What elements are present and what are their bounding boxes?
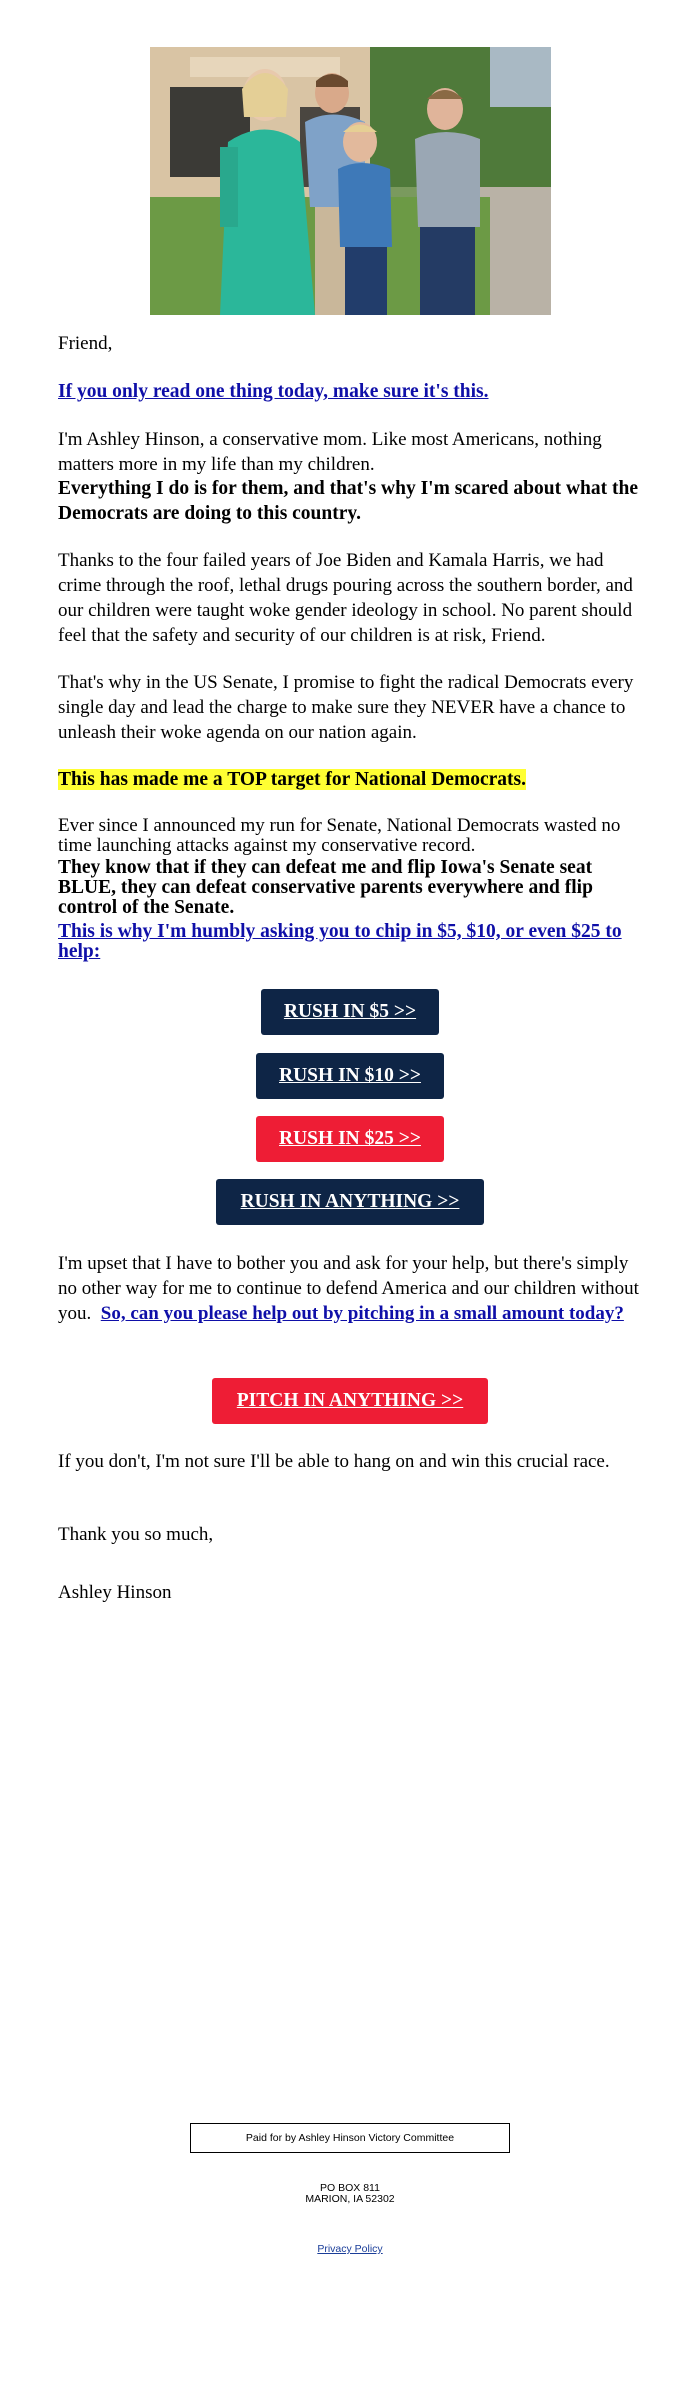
privacy-footer	[0, 2243, 700, 2255]
pitch-in-anything-button[interactable]: PITCH IN ANYTHING >>	[212, 1378, 488, 1424]
paragraph-crime: Thanks to the four failed years of Joe Biden and Kamala Harris, we had crime through the roof, lethal drugs pouring across the southern border, and our children were taught woke gender ideology in school. No parent should feel that the safety and security of our children is at risk, Friend.	[58, 550, 633, 646]
city-zip: MARION, IA 52302	[305, 2193, 395, 2205]
paragraph-attacks: Ever since I announced my run for Senate, National Democrats wasted no time launching attacks against my conservative record.	[58, 815, 621, 856]
paragraph-upset-text: I'm upset that I have to bother you and ask for your help, but there's simply no other way for me to continue to defend America and our children without you.	[58, 1253, 639, 1324]
paid-for-text: Paid for by Ashley Hinson Victory Committee	[245, 2132, 455, 2144]
rush-in-25-button[interactable]: RUSH IN $25 >>	[256, 1116, 444, 1162]
family-photo	[150, 47, 551, 315]
paragraph-upset	[58, 1251, 642, 1326]
intro-text: I'm Ashley Hinson, a conservative mom. Like most Americans, nothing matters more in my life than my children.	[58, 429, 602, 475]
closing: Thank you so much,	[58, 1524, 214, 1545]
rush-in-5-button[interactable]: RUSH IN $5 >>	[261, 989, 439, 1035]
intro-bold-text: Everything I do is for them, and that's why I'm scared about what the Democrats are doing to this country.	[58, 478, 638, 524]
family-photo-icon	[150, 47, 551, 315]
rush-in-anything-button[interactable]: RUSH IN ANYTHING >>	[216, 1179, 484, 1225]
rush-in-10-button[interactable]: RUSH IN $10 >>	[256, 1053, 444, 1099]
highlight-span: This has made me a TOP target for National Democrats.	[58, 769, 526, 790]
highlight-text	[58, 769, 526, 791]
paid-for-disclaimer	[190, 2123, 510, 2153]
pitch-in-link[interactable]: So, can you please help out by pitching in a small amount today?	[100, 1303, 624, 1324]
signature: Ashley Hinson	[58, 1582, 172, 1603]
salutation: Friend,	[58, 333, 113, 354]
paragraph-senate-promise: That's why in the US Senate, I promise to fight the radical Democrats every single day and lead the charge to make sure they NEVER have a chance to unleash their woke agenda on our nation again.	[58, 672, 634, 743]
privacy-policy-link[interactable]: Privacy Policy	[317, 2243, 383, 2255]
po-box: PO BOX 811	[320, 2182, 380, 2194]
ask-link[interactable]: This is why I'm humbly asking you to chip in $5, $10, or even $25 to help:	[58, 921, 622, 962]
paragraph-race: If you don't, I'm not sure I'll be able to hang on and win this crucial race.	[58, 1451, 610, 1472]
paragraph-attacks-bold: They know that if they can defeat me and flip Iowa's Senate seat BLUE, they can defeat conservative parents everywhere and flip control of the Senate.	[58, 857, 593, 918]
headline-link[interactable]: If you only read one thing today, make sure it's this.	[58, 381, 489, 402]
